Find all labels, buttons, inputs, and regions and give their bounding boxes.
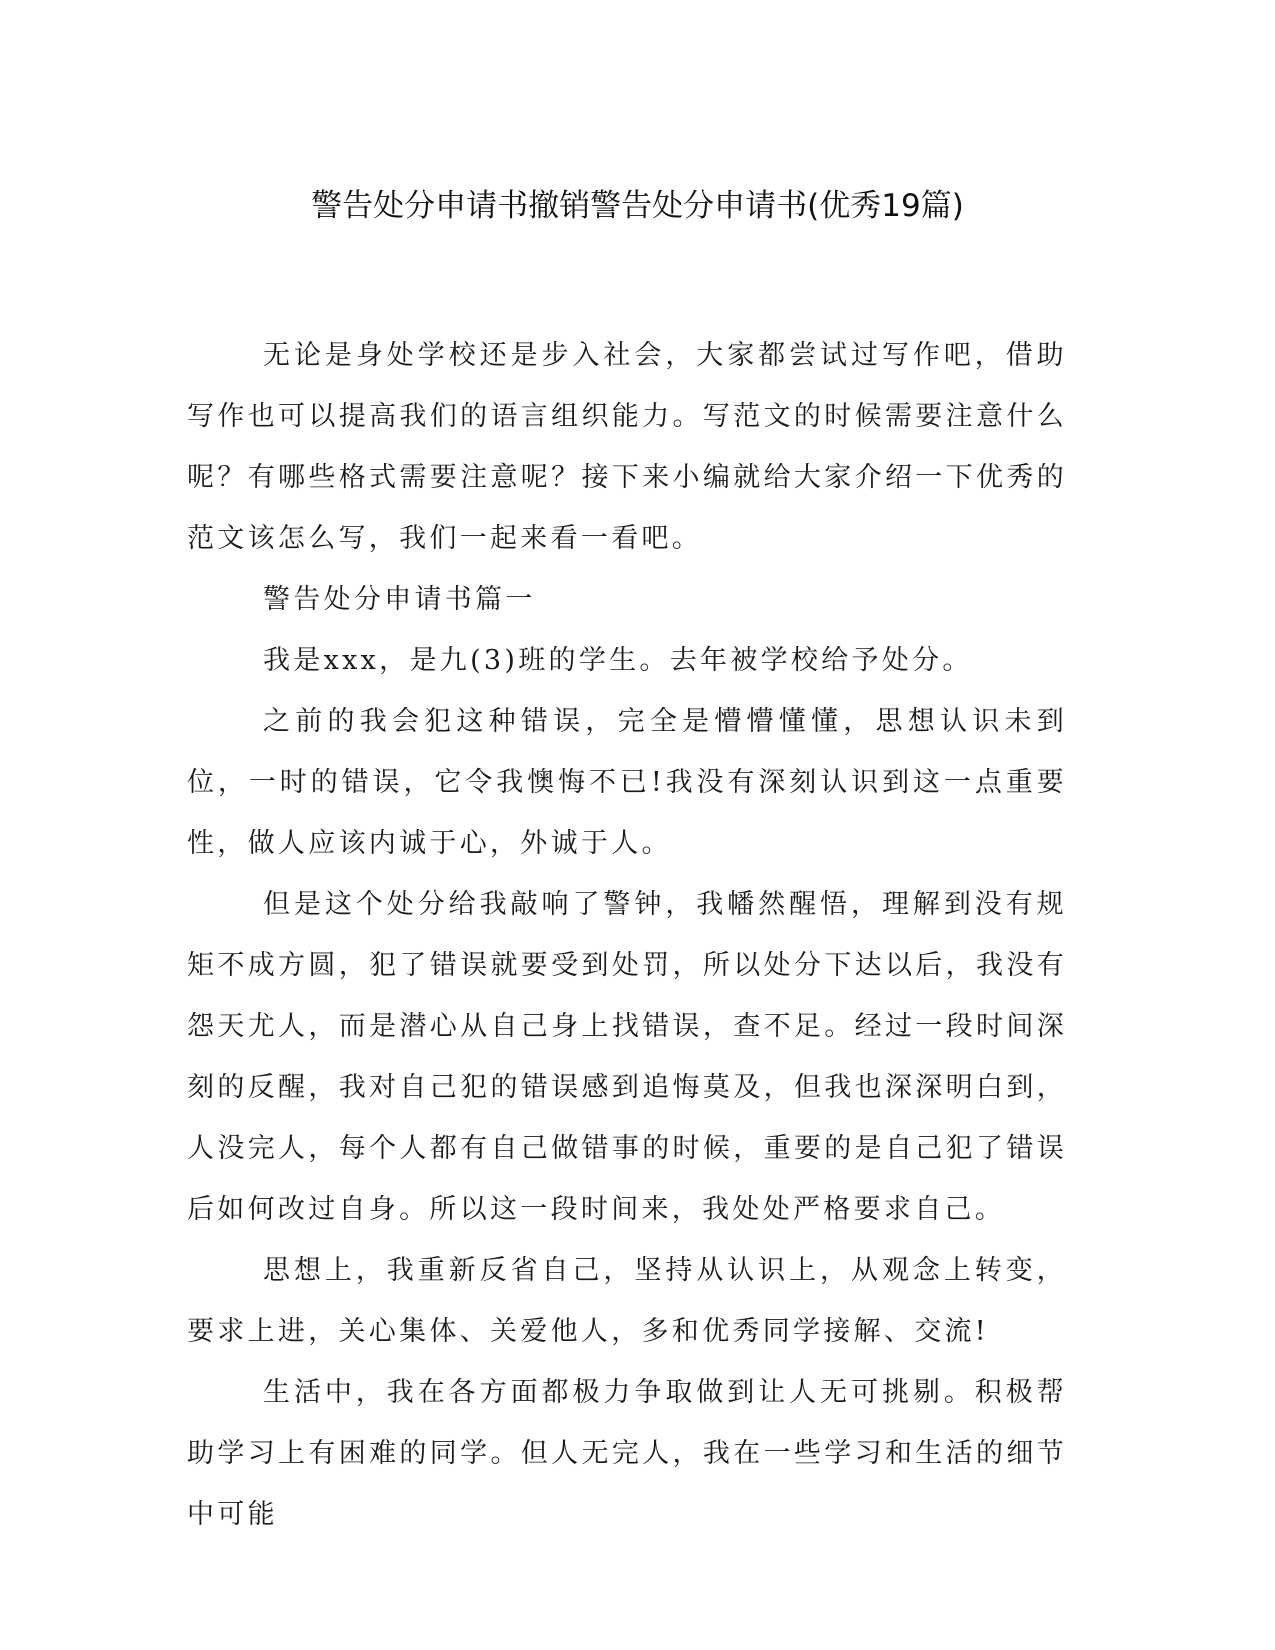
paragraph: 之前的我会犯这种错误，完全是懵懵懂懂，思想认识未到位，一时的错误，它令我懊悔不已!我没有深刻认识到这一点重要性，做人应该内诚于心，外诚于人。 [187,706,1067,859]
document-title: 警告处分申请书撤销警告处分申请书(优秀19篇) [311,188,964,224]
paragraph: 我是xxx，是九(3)班的学生。去年被学校给予处分。 [263,645,973,676]
paragraph: 但是这个处分给我敲响了警钟，我幡然醒悟，理解到没有规矩不成方圆，犯了错误就要受到处罚，所以处分下达以后，我没有怨天尤人，而是潜心从自己身上找错误，查不足。经过一段时间深刻的反醒，我对自己犯的错误感到追悔莫及，但我也深深明白到，人没完人，每个人都有自己做错事的时候，重要的是自己犯了错误后如何改过自身。所以这一段时间来，我处处严格要求自己。 [187,889,1067,1225]
paragraph-intro: 无论是身处学校还是步入社会，大家都尝试过写作吧，借助写作也可以提高我们的语言组织能力。写范文的时候需要注意什么呢？有哪些格式需要注意呢？接下来小编就给大家介绍一下优秀的范文该怎么写，我们一起来看一看吧。 [187,340,1067,554]
section-heading: 警告处分申请书篇一 [263,584,536,615]
document-body [187,325,1067,1545]
paragraph: 思想上，我重新反省自己，坚持从认识上，从观念上转变，要求上进，关心集体、关爱他人，多和优秀同学接解、交流! [187,1255,1067,1347]
paragraph: 生活中，我在各方面都极力争取做到让人无可挑剔。积极帮助学习上有困难的同学。但人无完人，我在一些学习和生活的细节中可能 [187,1377,1067,1530]
